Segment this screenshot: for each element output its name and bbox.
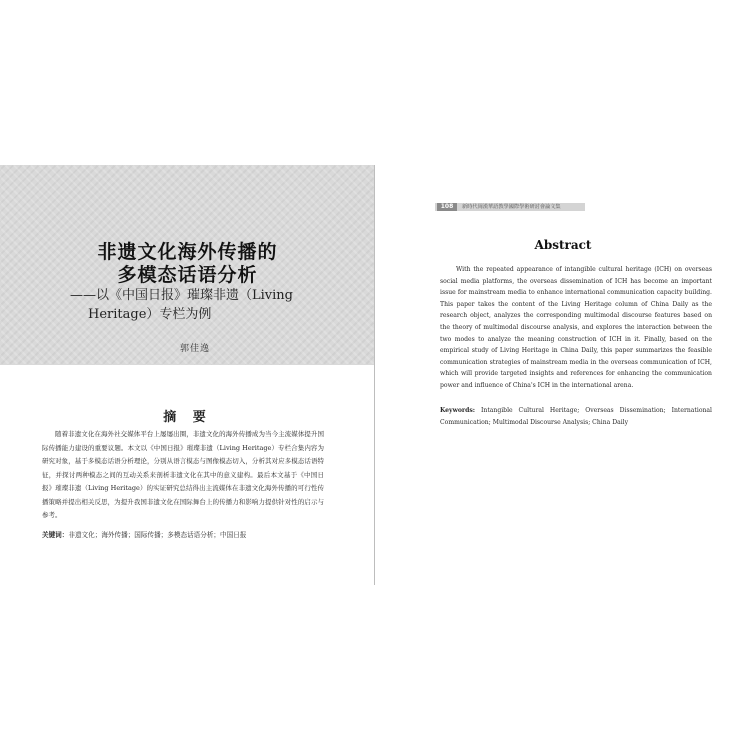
chinese-keywords-label: 关键词： [42,531,69,539]
article-title-line1: 非遗文化海外传播的 [97,241,278,263]
english-keywords-label: Keywords: [440,407,476,414]
english-abstract-body: With the repeated appearance of intangible cultural heritage (ICH) on overseas social media platforms, the overseas dissemination of ICH has become an important issue for mainstream media to enhance international communication capacity building. This paper takes the content of the Living Heritage column of China Daily as the research object, analyzes the corresponding multimodal discourse features based on the theory of multimodal discourse analysis, and explores the interaction between the two modes to analyze the meaning construction of ICH in it. Finally, based on the empirical study of Living Heritage in China Daily, this paper summarizes the feasible communication strategies of mainstream media in the overseas communication of ICH, which will provide targeted insights and references for enhancing the communication power and influence of China's ICH in the international arena. [440,266,712,389]
chinese-abstract-heading: 摘 要 [163,410,212,425]
running-title: 新時代岡漢華語教學國際學術研討會論文集 [462,204,561,210]
chinese-abstract-body: 随着非遗文化在海外社交媒体平台上屡屡出圈，非遗文化的海外传播成为当今主流媒体提升国际传播能力建设的重要议题。本文以《中国日报》璀璨非遗（Living Heritage）专栏合集内容为研究对象，基于多模态话语分析理论，分别从语言模态与图像模态切入，分析其对应多模态话语特征，并探讨两种模态之间的互动关系来剖析非遗文化在其中的意义建构。最后本文基于《中国日报》璀璨非遗（Living Heritage）的实证研究总结得出主流媒体在非遗文化海外传播的可行性传播策略并提出相关反思，为提升我国非遗文化在国际舞台上的传播力和影响力提供针对性的启示与参考。 [42,430,324,519]
page-number: 108 [437,203,457,211]
chinese-keywords-text: 非遗文化；海外传播；国际传播；多模态话语分析；中国日报 [68,531,247,539]
article-subtitle-line1: ——以《中国日报》璀璨非遗（Living [70,288,293,303]
english-keywords [440,405,712,428]
article-title-line2: 多模态话语分析 [117,264,258,286]
chinese-keywords [42,529,342,539]
english-keywords-text: Intangible Cultural Heritage; Overseas Dissemination; International Communication; Multimodal Discourse Analysis; China Daily [440,407,712,426]
page-spine-divider [374,165,375,585]
author-name: 郭佳逸 [180,344,211,354]
english-abstract-heading: Abstract [534,238,592,252]
article-subtitle-line2: Heritage）专栏为例 [88,307,212,322]
